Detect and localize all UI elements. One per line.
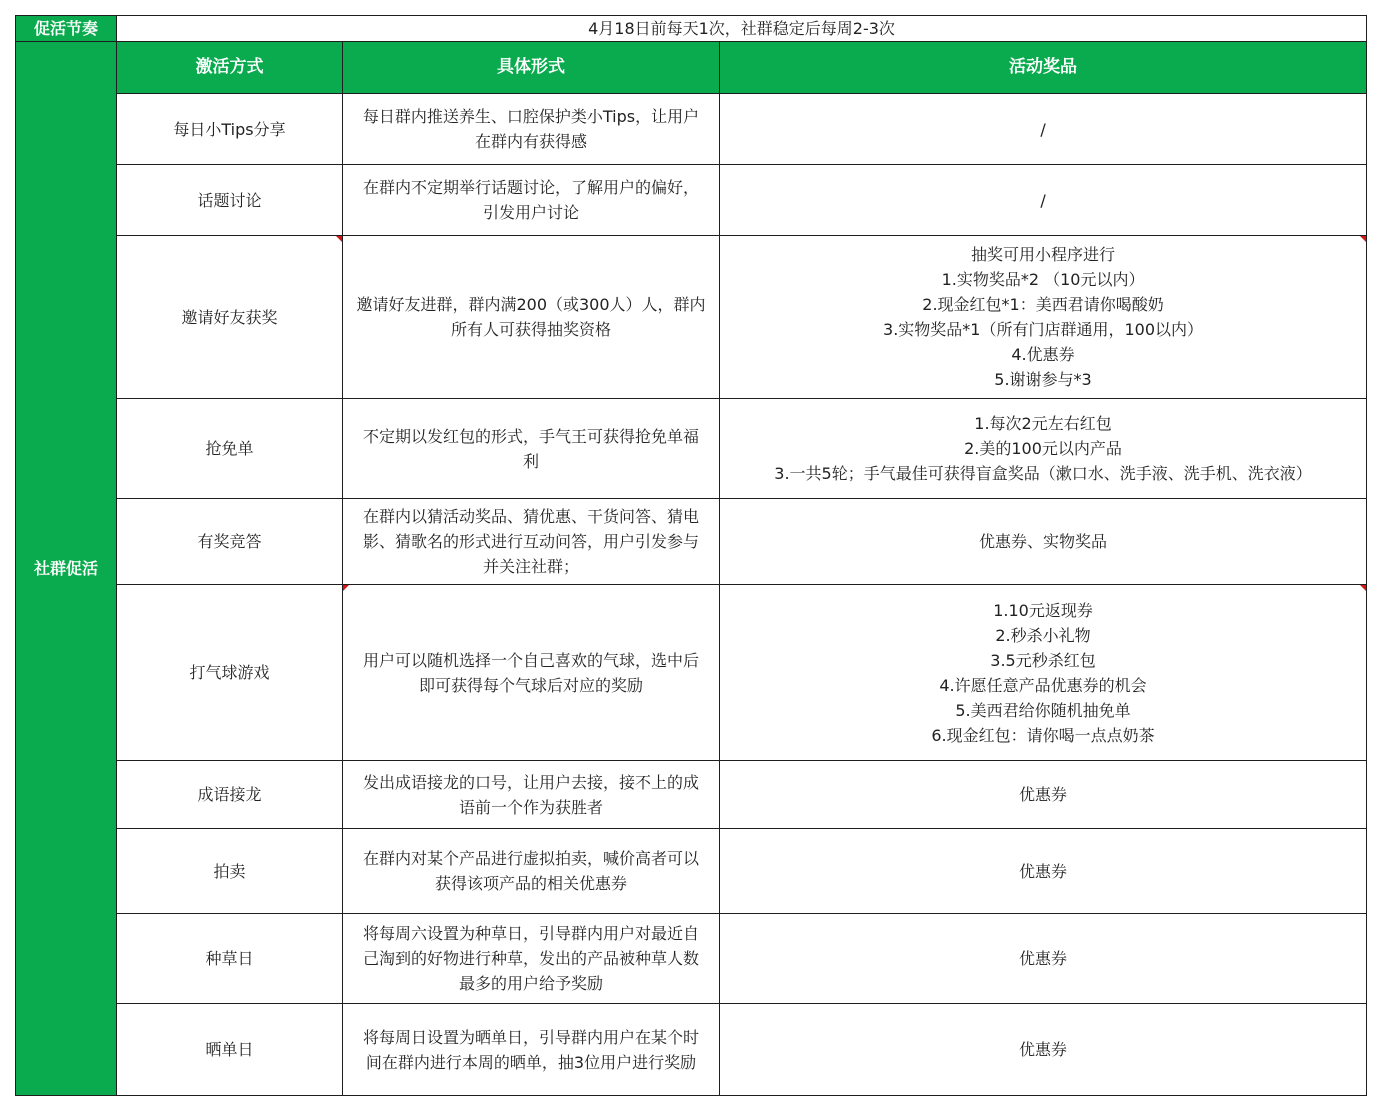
prize-cell[interactable] xyxy=(720,94,1367,165)
method-cell[interactable]: 晒单日 xyxy=(117,1004,343,1096)
form-line: 不定期以发红包的形式，手气王可获得抢免单福 xyxy=(362,426,699,446)
form-line: 利 xyxy=(522,451,539,471)
prize-cell[interactable] xyxy=(720,585,1367,761)
form-line: 语前一个作为获胜者 xyxy=(458,797,603,817)
prize-line: 1.每次2元左右红包 xyxy=(974,414,1112,433)
prize-line: 优惠券 xyxy=(1019,949,1068,968)
form-cell[interactable] xyxy=(343,399,720,499)
prize-line: 3.5元秒杀红包 xyxy=(990,650,1096,670)
form-line: 在群内对某个产品进行虚拟拍卖，喊价高者可以 xyxy=(362,849,699,868)
prize-cell[interactable] xyxy=(720,761,1367,829)
prize-line: 4.许愿任意产品优惠券的机会 xyxy=(939,675,1147,695)
method-cell[interactable]: 有奖竞答 xyxy=(117,499,343,585)
form-line: 用户可以随机选择一个自己喜欢的气球，选中后 xyxy=(362,650,699,670)
prize-line: 5.美西君给你随机抽免单 xyxy=(955,700,1131,720)
form-line: 并关注社群； xyxy=(482,557,579,576)
table-row xyxy=(16,236,1367,399)
table-row xyxy=(16,399,1367,499)
table-row xyxy=(16,761,1367,829)
method-cell[interactable]: 打气球游戏 xyxy=(117,585,343,761)
prize-line: / xyxy=(1040,119,1046,139)
prize-line: 5.谢谢参与*3 xyxy=(994,370,1092,389)
prize-cell[interactable] xyxy=(720,165,1367,236)
prize-line: 2.秒杀小礼物 xyxy=(995,625,1091,645)
form-line: 邀请好友进群，群内满200（或300人）人，群内 xyxy=(356,295,706,314)
tempo-row xyxy=(16,16,1367,42)
form-line: 即可获得每个气球后对应的奖励 xyxy=(418,675,643,695)
form-line: 在群内不定期举行话题讨论，了解用户的偏好， xyxy=(362,178,699,197)
prize-line: 2.美的100元以内产品 xyxy=(964,439,1122,458)
table-row xyxy=(16,499,1367,585)
form-line: 间在群内进行本周的晒单，抽3位用户进行奖励 xyxy=(365,1052,697,1072)
header-prize[interactable]: 活动奖品 xyxy=(720,42,1367,94)
prize-cell[interactable] xyxy=(720,1004,1367,1096)
form-line: 将每周日设置为晒单日，引导群内用户在某个时 xyxy=(362,1027,699,1047)
promotion-table xyxy=(15,15,1367,1096)
form-cell[interactable] xyxy=(343,761,720,829)
form-line: 将每周六设置为种草日，引导群内用户对最近自 xyxy=(362,924,699,943)
form-line: 获得该项产品的相关优惠券 xyxy=(434,874,627,893)
prize-cell[interactable] xyxy=(720,914,1367,1004)
form-cell[interactable] xyxy=(343,585,720,761)
tempo-label-cell[interactable]: 促活节奏 xyxy=(16,16,117,42)
prize-line: 优惠券 xyxy=(1019,1040,1068,1059)
method-cell[interactable]: 拍卖 xyxy=(117,829,343,914)
form-cell[interactable] xyxy=(343,499,720,585)
method-cell[interactable]: 种草日 xyxy=(117,914,343,1004)
table-row xyxy=(16,1004,1367,1096)
prize-cell[interactable] xyxy=(720,399,1367,499)
prize-line: 2.现金红包*1：美西君请你喝酸奶 xyxy=(922,295,1164,314)
comment-marker-icon xyxy=(1360,585,1366,591)
form-line: 每日群内推送养生、口腔保护类小Tips，让用户 xyxy=(362,107,700,126)
form-cell[interactable] xyxy=(343,914,720,1004)
form-line: 己淘到的好物进行种草，发出的产品被种草人数 xyxy=(362,949,699,968)
table-row xyxy=(16,165,1367,236)
form-cell[interactable] xyxy=(343,829,720,914)
header-form[interactable]: 具体形式 xyxy=(343,42,720,94)
prize-line: 1.实物奖品*2 （10元以内） xyxy=(941,270,1145,289)
header-row xyxy=(16,42,1367,94)
method-cell[interactable]: 抢免单 xyxy=(117,399,343,499)
table-row xyxy=(16,914,1367,1004)
form-cell[interactable] xyxy=(343,236,720,399)
form-line: 在群内以猜活动奖品、猜优惠、干货问答、猜电 xyxy=(362,507,699,526)
section-label-cell[interactable]: 社群促活 xyxy=(16,42,117,1096)
prize-line: 3.一共5轮；手气最佳可获得盲盒奖品（漱口水、洗手液、洗手机、洗衣液） xyxy=(774,464,1312,483)
form-cell[interactable] xyxy=(343,165,720,236)
form-cell[interactable] xyxy=(343,1004,720,1096)
prize-line: 4.优惠券 xyxy=(1011,345,1075,364)
prize-line: 6.现金红包：请你喝一点点奶茶 xyxy=(931,725,1155,745)
prize-line: / xyxy=(1040,190,1046,210)
tempo-text-cell[interactable]: 4月18日前每天1次，社群稳定后每周2-3次 xyxy=(117,16,1367,42)
form-line: 在群内有获得感 xyxy=(474,132,587,151)
form-line: 最多的用户给予奖励 xyxy=(458,974,603,993)
prize-line: 3.实物奖品*1（所有门店群通用，100以内） xyxy=(883,320,1204,339)
table-row xyxy=(16,829,1367,914)
table-row xyxy=(16,94,1367,165)
method-label: 邀请好友获奖 xyxy=(181,307,278,327)
form-cell[interactable] xyxy=(343,94,720,165)
form-line: 影、猜歌名的形式进行互动问答，用户引发参与 xyxy=(362,532,699,551)
method-cell[interactable]: 成语接龙 xyxy=(117,761,343,829)
method-cell[interactable] xyxy=(117,236,343,399)
header-method[interactable]: 激活方式 xyxy=(117,42,343,94)
method-cell[interactable]: 每日小Tips分享 xyxy=(117,94,343,165)
form-line: 引发用户讨论 xyxy=(482,203,579,222)
form-line: 发出成语接龙的口号，让用户去接，接不上的成 xyxy=(362,772,699,792)
prize-line: 抽奖可用小程序进行 xyxy=(971,245,1116,264)
prize-cell[interactable] xyxy=(720,829,1367,914)
prize-line: 优惠券 xyxy=(1019,861,1068,881)
prize-line: 优惠券、实物奖品 xyxy=(979,532,1108,551)
prize-line: 1.10元返现券 xyxy=(993,600,1093,620)
comment-marker-icon xyxy=(343,585,349,591)
comment-marker-icon xyxy=(336,236,342,242)
comment-marker-icon xyxy=(1360,236,1366,242)
prize-cell[interactable] xyxy=(720,236,1367,399)
method-cell[interactable]: 话题讨论 xyxy=(117,165,343,236)
form-line: 所有人可获得抽奖资格 xyxy=(450,320,611,339)
prize-line: 优惠券 xyxy=(1019,785,1068,804)
table-row xyxy=(16,585,1367,761)
prize-cell[interactable] xyxy=(720,499,1367,585)
